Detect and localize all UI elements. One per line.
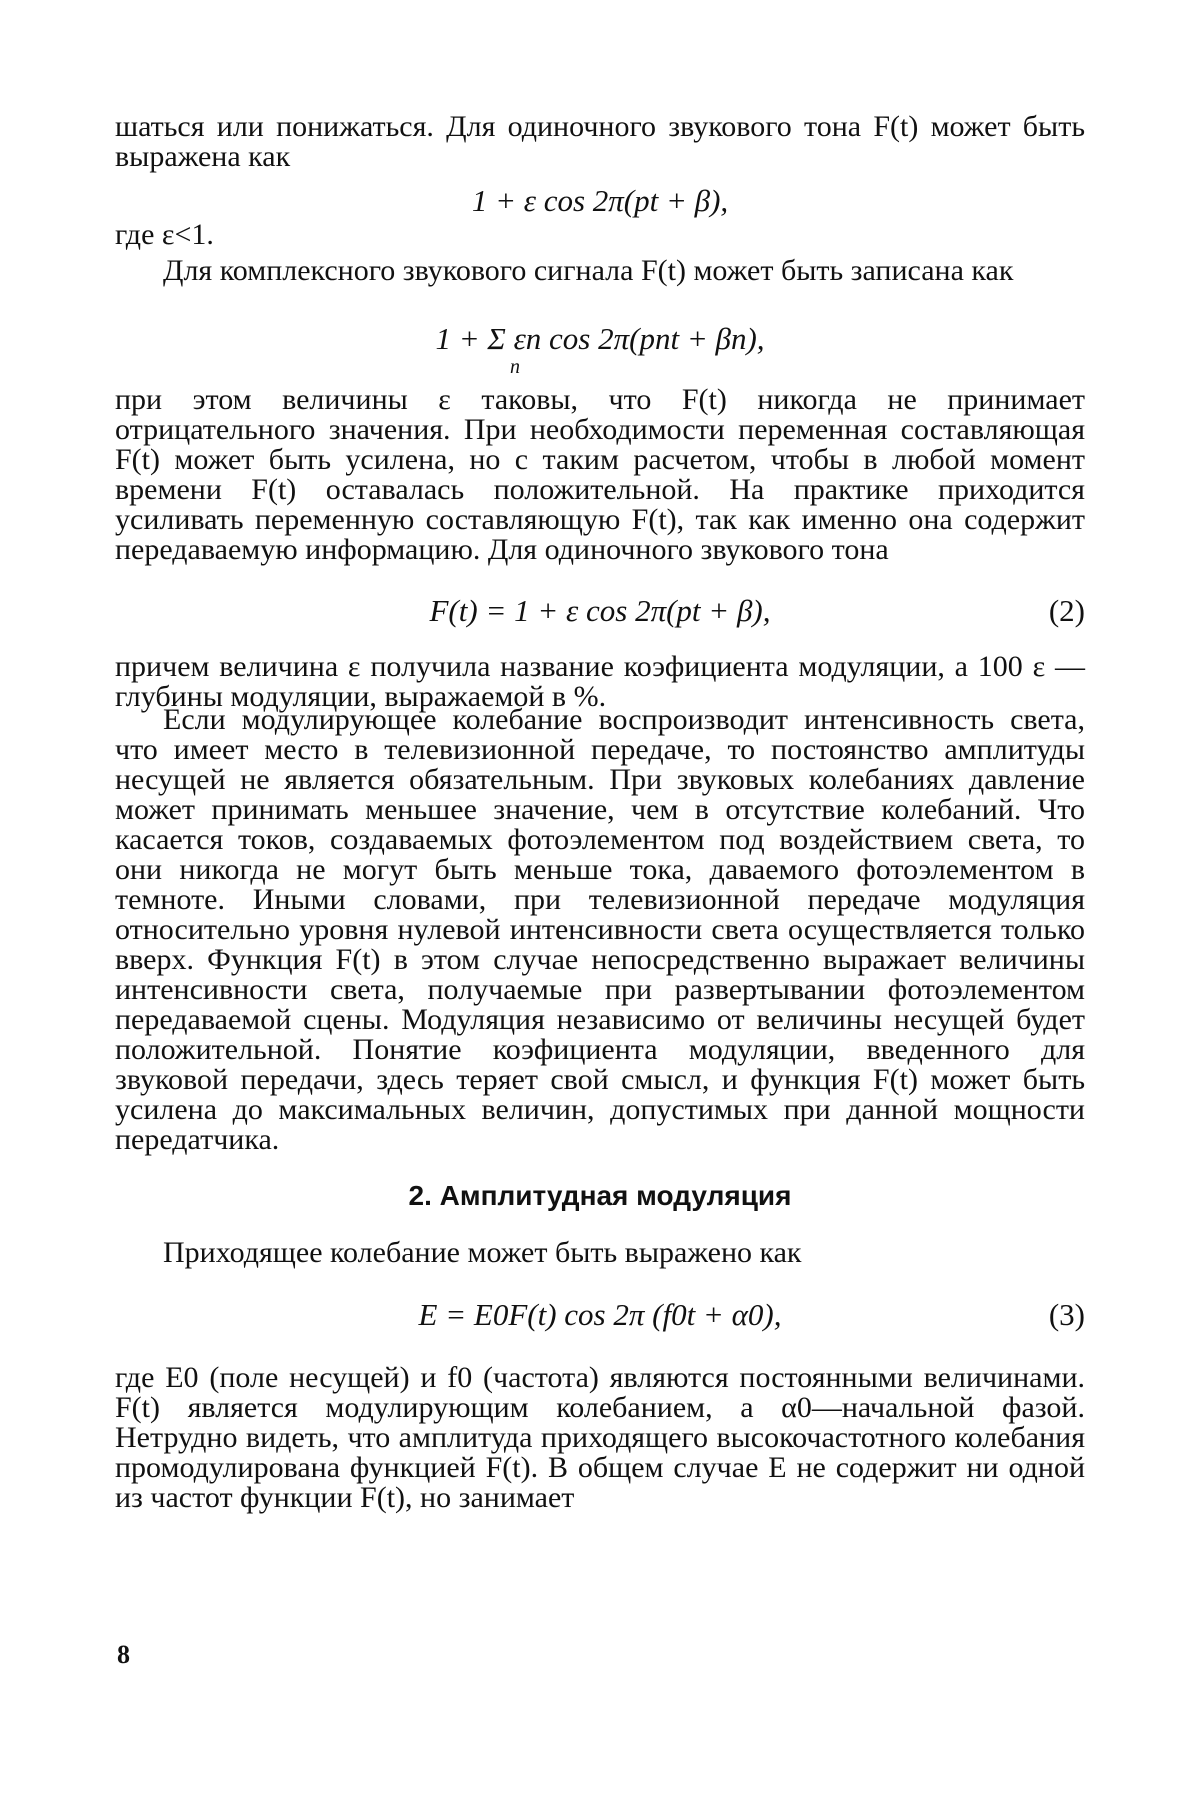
section-heading: 2. Амплитудная модуляция (115, 1180, 1085, 1212)
paragraph-complex-signal: Для комплексного звукового сигнала F(t) может быть записана как (115, 256, 1085, 286)
formula-equation-2 (115, 594, 1085, 628)
page-number: 8 (117, 1640, 130, 1670)
paragraph-condition: где ε<1. (115, 220, 1085, 250)
paragraph-modulation-coefficient: причем величина ε получила название коэфициента модуляции, а 100 ε — глубины модуляции, выражаемой в %. (115, 652, 1085, 712)
paragraph-epsilon-values: при этом величины ε таковы, что F(t) никогда не принимает отрицательного значения. При необходимости переменная составляющая F(t) может быть усилена, но с таким расчетом, чтобы в любой момент времени F(t) оставалась положительной. На практике приходится усиливать переменную составляющую F(t), так как именно она содержит передаваемую информацию. Для одиночного звукового тона (115, 385, 1085, 565)
formula-equation-3 (115, 1298, 1085, 1332)
equation-number-2: (2) (1049, 594, 1085, 628)
paragraph-carrier-field: где E0 (поле несущей) и f0 (частота) являются постоянными величинами. F(t) является модулирующим колебанием, а α0—начальной фазой. Нетрудно видеть, что амплитуда приходящего высокочастотного колебания промодулирована функцией F(t). В общем случае E не содержит ни одной из частот функции F(t), но занимает (115, 1363, 1085, 1513)
formula-equation-3-text: E = E0F(t) cos 2π (f0t + α0), (419, 1297, 782, 1332)
formula-equation-2-text: F(t) = 1 + ε cos 2π(pt + β), (430, 593, 771, 628)
document-page (0, 0, 1200, 1799)
paragraph-continuation: шаться или понижаться. Для одиночного звукового тона F(t) может быть выражена как (115, 112, 1085, 172)
paragraph-incoming-oscillation: Приходящее колебание может быть выражено как (115, 1238, 1085, 1268)
paragraph-television-modulation: Если модулирующее колебание воспроизводит интенсивность света, что имеет место в телевизионной передаче, то постоянство амплитуды несущей не является обязательным. При звуковых колебаниях давление может принимать меньшее значение, чем в отсутствие колебаний. Что касается токов, создаваемых фотоэлементом под воздействием света, то они никогда не могут быть меньше тока, даваемого фотоэлементом в темноте. Иными словами, при телевизионной передаче модуляция относительно уровня нулевой интенсивности света осуществляется только вверх. Функция F(t) в этом случае непосредственно выражает величины интенсивности света, получаемые при развертывании фотоэлементом передаваемой сцены. Модуляция независимо от величины несущей будет положительной. Понятие коэфициента модуляции, введенного для звуковой передачи, здесь теряет свой смысл, и функция F(t) может быть усилена до максимальных величин, допустимых при данной мощности передатчика. (115, 705, 1085, 1155)
formula-complex-signal-text: 1 + Σ εn cos 2π(pnt + βn), (435, 321, 764, 356)
formula-complex-signal (115, 322, 1085, 356)
formula-sum-subscript: n (115, 350, 1085, 384)
formula-single-tone-text: 1 + ε cos 2π(pt + β), (472, 183, 728, 218)
equation-number-3: (3) (1049, 1298, 1085, 1332)
formula-single-tone (115, 184, 1085, 218)
